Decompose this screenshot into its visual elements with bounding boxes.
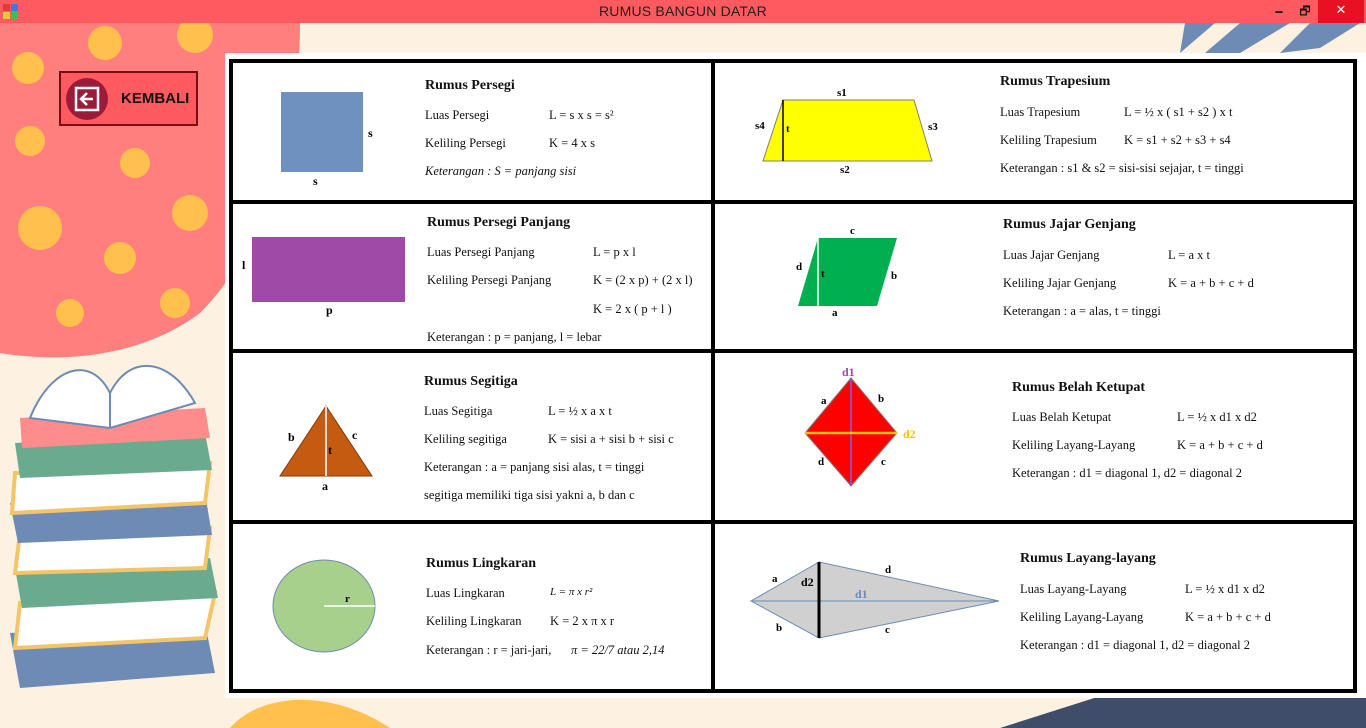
persegi-panjang-luas-formula: L = p x l xyxy=(593,245,636,259)
belah-ketupat-luas-name: Luas Belah Ketupat xyxy=(1012,410,1112,424)
lingkaran-label-r: r xyxy=(345,593,350,605)
trapesium-label-s4: s4 xyxy=(755,120,765,132)
persegi-title xyxy=(425,78,515,94)
belah-ketupat-title: Rumus Belah Ketupat xyxy=(1012,380,1146,395)
layang-label-d2: d2 xyxy=(801,575,814,589)
jajar-genjang-shape xyxy=(798,238,897,306)
lingkaran-note-pi: π = 22/7 atau 2,14 xyxy=(571,643,665,657)
belah-ketupat-luas-formula: L = ½ x d1 x d2 xyxy=(1177,410,1257,424)
belah-ketupat-label-b: b xyxy=(878,393,885,405)
segitiga-title: Rumus Segitiga xyxy=(424,374,518,389)
belah-ketupat-label-a: a xyxy=(821,395,827,407)
lingkaran-title-wrap xyxy=(426,556,536,572)
layang-luas-name: Luas Layang-Layang xyxy=(1020,582,1127,596)
persegi-keliling-name: Keliling Persegi xyxy=(425,136,506,150)
segitiga-note-2: segitiga memiliki tiga sisi yakni a, b dan c xyxy=(424,488,635,502)
trapesium-figure xyxy=(750,84,950,178)
segitiga-label-t: t xyxy=(328,443,332,457)
segitiga-keliling-formula: K = sisi a + sisi b + sisi c xyxy=(548,432,674,446)
arrow-left-icon xyxy=(74,86,100,112)
jajar-genjang-label-t: t xyxy=(821,268,825,280)
jajar-genjang-note: Keterangan : a = alas, t = tinggi xyxy=(1003,304,1161,318)
jajar-genjang-figure xyxy=(790,222,910,320)
segitiga-label-b: b xyxy=(288,430,295,444)
layang-shape xyxy=(751,562,999,638)
layang-label-a: a xyxy=(772,573,778,585)
grid-divider-vertical xyxy=(711,59,715,693)
kembali-button[interactable] xyxy=(59,71,198,126)
segitiga-keliling-name: Keliling segitiga xyxy=(424,432,507,446)
trapesium-label-s3: s3 xyxy=(928,121,938,133)
persegi-panjang-luas-name: Luas Persegi Panjang xyxy=(427,245,535,259)
persegi-label-bottom: s xyxy=(313,174,318,188)
layang-note: Keterangan : d1 = diagonal 1, d2 = diagonal 2 xyxy=(1020,638,1251,652)
belah-ketupat-label-d1: d1 xyxy=(842,365,855,379)
persegi-panjang-title: Rumus Persegi Panjang xyxy=(427,215,571,230)
lingkaran-title: Rumus Lingkaran xyxy=(426,556,537,571)
persegi-panjang-label-l: l xyxy=(242,258,246,272)
trapesium-title-wrap xyxy=(1000,74,1110,90)
belah-ketupat-label-c: c xyxy=(881,456,886,468)
persegi-panjang-keliling-formula-2: K = 2 x ( p + l ) xyxy=(593,302,672,316)
layang-label-c: c xyxy=(885,624,890,636)
back-icon-circle xyxy=(66,78,108,120)
lingkaran-luas-formula: L = π x r² xyxy=(550,586,593,598)
persegi-figure xyxy=(270,86,390,191)
grid-divider-2 xyxy=(229,349,1357,353)
layang-title: Rumus Layang-layang xyxy=(1020,551,1156,566)
belah-ketupat-keliling-name: Keliling Layang-Layang xyxy=(1012,438,1136,452)
segitiga-label-c: c xyxy=(352,428,358,442)
trapesium-keliling-name: Keliling Trapesium xyxy=(1000,133,1097,147)
maximize-button[interactable]: 🗗 xyxy=(1299,4,1311,18)
jajar-genjang-keliling-formula: K = a + b + c + d xyxy=(1168,276,1254,290)
trapesium-label-t: t xyxy=(786,123,790,135)
lingkaran-figure xyxy=(270,558,382,658)
minimize-button[interactable]: 🗕 xyxy=(1274,4,1284,18)
belah-ketupat-figure xyxy=(800,364,925,490)
lingkaran-keliling-name: Keliling Lingkaran xyxy=(426,614,522,628)
jajar-genjang-title-wrap xyxy=(1003,217,1136,233)
trapesium-luas-name: Luas Trapesium xyxy=(1000,105,1081,119)
jajar-genjang-label-c: c xyxy=(850,225,855,237)
trapesium-label-s1: s1 xyxy=(837,87,847,99)
persegi-panjang-figure xyxy=(238,233,413,318)
lingkaran-note: Keterangan : r = jari-jari, xyxy=(426,643,552,657)
belah-ketupat-label-d2: d2 xyxy=(903,427,916,441)
belah-ketupat-note: Keterangan : d1 = diagonal 1, d2 = diagonal 2 xyxy=(1012,466,1243,480)
layang-keliling-name: Keliling Layang-Layang xyxy=(1020,610,1144,624)
layang-luas-formula: L = ½ x d1 x d2 xyxy=(1185,582,1265,596)
jajar-genjang-label-a: a xyxy=(832,307,838,319)
layang-keliling-formula: K = a + b + c + d xyxy=(1185,610,1271,624)
persegi-title-text: Rumus Persegi xyxy=(425,78,515,93)
segitiga-label-a: a xyxy=(322,479,328,493)
close-button[interactable]: ✕ xyxy=(1318,0,1364,23)
layang-figure xyxy=(745,556,1007,644)
belah-ketupat-label-d: d xyxy=(818,456,825,468)
persegi-panjang-keliling-name: Keliling Persegi Panjang xyxy=(427,273,552,287)
segitiga-note: Keterangan : a = panjang sisi alas, t = tinggi xyxy=(424,460,645,474)
persegi-keliling-formula: K = 4 x s xyxy=(549,136,595,150)
window-title: RUMUS BANGUN DATAR xyxy=(599,3,767,19)
persegi-shape xyxy=(281,92,363,172)
persegi-panjang-label-p: p xyxy=(326,303,333,317)
jajar-genjang-luas-name: Luas Jajar Genjang xyxy=(1003,248,1100,262)
trapesium-title: Rumus Trapesium xyxy=(1000,74,1111,89)
segitiga-figure xyxy=(276,400,381,495)
persegi-panjang-shape xyxy=(252,237,405,302)
trapesium-keliling-formula: K = s1 + s2 + s3 + s4 xyxy=(1124,133,1231,147)
persegi-panjang-keliling-formula: K = (2 x p) + (2 x l) xyxy=(593,273,693,287)
books-illustration xyxy=(10,366,218,688)
grid-divider-1 xyxy=(229,200,1357,204)
jajar-genjang-title: Rumus Jajar Genjang xyxy=(1003,217,1136,232)
segitiga-luas-name: Luas Segitiga xyxy=(424,404,493,418)
jajar-genjang-keliling-name: Keliling Jajar Genjang xyxy=(1003,276,1117,290)
belah-ketupat-title-wrap xyxy=(1012,380,1145,396)
trapesium-note: Keterangan : s1 & s2 = sisi-sisi sejajar, t = tinggi xyxy=(1000,161,1244,175)
segitiga-luas-formula: L = ½ x a x t xyxy=(548,404,612,418)
persegi-note: Keterangan : S = panjang sisi xyxy=(425,164,577,178)
persegi-luas-formula: L = s x s = s² xyxy=(549,108,614,122)
persegi-panjang-note: Keterangan : p = panjang, l = lebar xyxy=(427,330,602,344)
title-bar xyxy=(0,0,1366,23)
trapesium-luas-formula: L = ½ x ( s1 + s2 ) x t xyxy=(1124,105,1233,119)
layang-title-wrap xyxy=(1020,551,1156,567)
layang-label-b: b xyxy=(776,622,783,634)
belah-ketupat-keliling-formula: K = a + b + c + d xyxy=(1177,438,1263,452)
jajar-genjang-luas-formula: L = a x t xyxy=(1168,248,1210,262)
persegi-label-side: s xyxy=(368,126,373,140)
persegi-luas-name: Luas Persegi xyxy=(425,108,490,122)
grid-divider-3 xyxy=(229,520,1357,524)
segitiga-title-wrap xyxy=(424,374,518,390)
lingkaran-keliling-formula: K = 2 x π x r xyxy=(550,614,615,628)
trapesium-label-s2: s2 xyxy=(840,164,850,176)
jajar-genjang-label-b: b xyxy=(891,270,898,282)
layang-label-d1: d1 xyxy=(855,587,868,601)
layang-label-d: d xyxy=(885,564,892,576)
lingkaran-luas-name: Luas Lingkaran xyxy=(426,586,505,600)
persegi-panjang-title-wrap xyxy=(427,215,570,231)
kembali-label: KEMBALI xyxy=(121,90,190,107)
jajar-genjang-label-d: d xyxy=(796,261,803,273)
